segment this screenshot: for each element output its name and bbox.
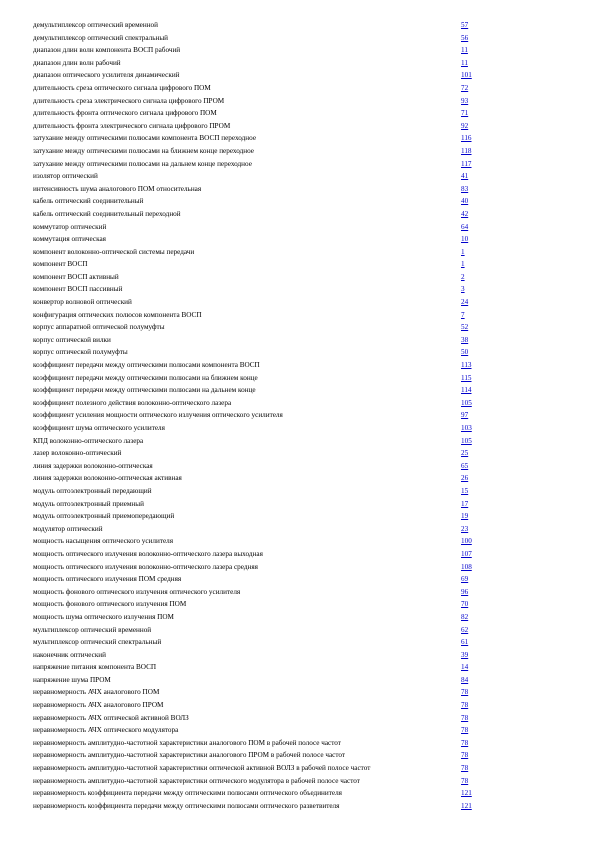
page-link[interactable]: 38	[461, 335, 469, 344]
page-link[interactable]: 11	[461, 58, 468, 67]
index-term: неравномерность коэффициента передачи между оптическими полюсами оптического разветвителя	[33, 801, 340, 810]
index-term: мощность фонового оптического излучения ПОМ	[33, 600, 187, 609]
index-entry	[33, 346, 533, 359]
index-term: коммутация оптическая	[33, 235, 106, 244]
index-entry	[33, 523, 533, 536]
index-term: наконечник оптический	[33, 650, 106, 659]
index-entry	[33, 472, 533, 485]
page-link[interactable]: 113	[461, 361, 472, 370]
index-entry	[33, 233, 533, 246]
index-term: линия задержки волоконно-оптическая	[33, 461, 153, 470]
index-term: компонент ВОСП активный	[33, 272, 119, 281]
index-term: неравномерность АЧХ аналогового ПРОМ	[33, 701, 164, 710]
index-entry	[33, 636, 533, 649]
index-term: кабель оптический соединительный	[33, 197, 144, 206]
page-link[interactable]: 1	[461, 260, 465, 269]
index-term: демультиплексор оптический временной	[33, 21, 158, 29]
index-entry	[33, 674, 533, 687]
index-term: конфигурация оптических полюсов компонента ВОСП	[33, 310, 202, 319]
index-term: неравномерность АЧХ оптического модулятора	[33, 726, 179, 735]
index-term: длительность среза электрического сигнала цифрового ПРОМ	[33, 96, 225, 105]
index-term: мощность оптического излучения ПОМ средняя	[33, 575, 182, 584]
index-term: модуль оптоэлектронный приемопередающий	[33, 512, 175, 521]
index-entry	[33, 787, 533, 800]
index-entry	[33, 132, 533, 145]
page-link[interactable]: 52	[461, 323, 469, 332]
index-entry	[33, 334, 533, 347]
index-entry	[33, 321, 533, 334]
page-link[interactable]: 97	[461, 411, 469, 420]
index-term: неравномерность АЧХ оптической активной ВОЛЗ	[33, 713, 189, 722]
index-entry	[33, 661, 533, 674]
index-entry	[33, 409, 533, 422]
index-entry	[33, 712, 533, 725]
page-link[interactable]: 40	[461, 197, 469, 206]
index-entry	[33, 498, 533, 511]
index-term: мощность оптического излучения волоконно-оптического лазера выходная	[33, 549, 263, 558]
index-entry	[33, 548, 533, 561]
index-entry	[33, 586, 533, 599]
index-term: коэффициент передачи между оптическими полюсами на ближнем конце	[33, 373, 258, 382]
index-entry	[33, 447, 533, 460]
index-term: напряжение шума ПРОМ	[33, 675, 111, 684]
page-link[interactable]: 114	[461, 386, 472, 395]
index-entry	[33, 158, 533, 171]
index-term: компонент ВОСП	[33, 260, 88, 269]
page-link[interactable]: 7	[461, 310, 465, 319]
page-link[interactable]: 70	[461, 600, 469, 609]
page-link[interactable]: 100	[461, 537, 472, 546]
index-entry	[33, 183, 533, 196]
index-term: корпус оптической полумуфты	[33, 348, 128, 357]
index-term: модуль оптоэлектронный приемный	[33, 499, 144, 508]
index-entry	[33, 598, 533, 611]
index-entry	[33, 57, 533, 70]
index-entry	[33, 384, 533, 397]
page-link[interactable]: 108	[461, 562, 472, 571]
page-link[interactable]: 71	[461, 109, 469, 118]
page-link[interactable]: 83	[461, 184, 469, 193]
index-term: длительность среза оптического сигнала цифрового ПОМ	[33, 83, 211, 92]
index-entry	[33, 95, 533, 108]
page-link[interactable]: 15	[461, 486, 469, 495]
index-term: мощность фонового оптического излучения оптического усилителя	[33, 587, 241, 596]
index-term: лазер волоконно-оптический	[33, 449, 122, 458]
index-term: неравномерность АЧХ аналогового ПОМ	[33, 688, 160, 697]
index-entry	[33, 120, 533, 133]
index-entry	[33, 19, 533, 32]
index-entry	[33, 510, 533, 523]
index-entry	[33, 737, 533, 750]
index-term: компонент ВОСП пассивный	[33, 285, 123, 294]
page-link[interactable]: 17	[461, 499, 469, 508]
page-link[interactable]: 84	[461, 675, 469, 684]
page-link[interactable]: 2	[461, 272, 465, 281]
index-entry	[33, 460, 533, 473]
index-term: корпус оптической вилки	[33, 335, 111, 344]
index-term: мультиплексор оптический спектральный	[33, 638, 162, 647]
page-link[interactable]: 65	[461, 461, 469, 470]
page-link[interactable]: 39	[461, 650, 469, 659]
index-term: диапазон длин волн компонента ВОСП рабочий	[33, 46, 181, 55]
index-entry	[33, 573, 533, 586]
page-link[interactable]: 1	[461, 247, 465, 256]
page-link[interactable]: 78	[461, 776, 469, 785]
index-term: модуль оптоэлектронный передающий	[33, 486, 152, 495]
index-term: КПД волоконно-оптического лазера	[33, 436, 144, 445]
index-entry	[33, 82, 533, 95]
index-term: коэффициент полезного действия волоконно-оптического лазера	[33, 398, 232, 407]
index-term: компонент волоконно-оптической системы передачи	[33, 247, 195, 256]
index-entry	[33, 359, 533, 372]
index-term: неравномерность амплитудно-частотной характеристики аналогового ПРОМ в рабочей полосе частот	[33, 751, 346, 760]
index-entry	[33, 699, 533, 712]
index-term: мультиплексор оптический временной	[33, 625, 152, 634]
page-link[interactable]: 105	[461, 398, 472, 407]
index-term: затухание между оптическими полюсами на дальнем конце переходное	[33, 159, 252, 168]
index-term: линия задержки волоконно-оптическая активная	[33, 474, 182, 483]
page-link[interactable]: 64	[461, 222, 469, 231]
page-link[interactable]: 121	[461, 801, 472, 810]
index-term: коэффициент передачи между оптическими полюсами на дальнем конце	[33, 386, 256, 395]
index-entry	[33, 762, 533, 775]
index-term: коммутатор оптический	[33, 222, 107, 231]
page-link[interactable]: 42	[461, 209, 469, 218]
page-link[interactable]: 103	[461, 424, 472, 432]
page-link[interactable]: 115	[461, 373, 472, 382]
index-entry	[33, 246, 533, 259]
page-link[interactable]: 121	[461, 789, 472, 798]
index-term: затухание между оптическими полюсами на ближнем конце переходное	[33, 146, 254, 155]
index-entry	[33, 271, 533, 284]
page-link[interactable]: 78	[461, 726, 469, 735]
index-entry	[33, 775, 533, 788]
page-link[interactable]: 96	[461, 587, 469, 596]
index-entry	[33, 309, 533, 322]
index-entry	[33, 435, 533, 448]
page-link[interactable]: 82	[461, 612, 469, 621]
index-entry	[33, 44, 533, 57]
index-entry	[33, 800, 533, 813]
page-link[interactable]: 25	[461, 449, 469, 458]
index-term: мощность оптического излучения волоконно-оптического лазера средняя	[33, 562, 258, 571]
index-term: диапазон длин волн рабочий	[33, 58, 121, 67]
index-term: демультиплексор оптический спектральный	[33, 33, 169, 42]
index-entry	[33, 283, 533, 296]
index-entry	[33, 561, 533, 574]
page-link[interactable]: 105	[461, 436, 472, 445]
index-entry	[33, 397, 533, 410]
index-term: корпус аппаратной оптической полумуфты	[33, 323, 165, 332]
page-link[interactable]: 107	[461, 549, 472, 558]
page-link[interactable]: 14	[461, 663, 469, 672]
page-link[interactable]: 24	[461, 298, 469, 307]
index-entry	[33, 485, 533, 498]
index-entry	[33, 372, 533, 385]
index-entry	[33, 749, 533, 762]
index-term: неравномерность амплитудно-частотной характеристики оптической активной ВОЛЗ в рабочей полосе частот	[33, 764, 371, 773]
index-term: мощность насыщения оптического усилителя	[33, 537, 174, 546]
index-entry	[33, 69, 533, 82]
page-link[interactable]: 72	[461, 83, 469, 92]
page-link[interactable]: 118	[461, 146, 472, 155]
page-link[interactable]: 62	[461, 625, 469, 634]
page-link[interactable]: 10	[461, 235, 469, 244]
index-entry	[33, 724, 533, 737]
index-term: модулятор оптический	[33, 524, 103, 533]
page-link[interactable]: 78	[461, 738, 469, 747]
index-term: интенсивность шума аналогового ПОМ относительная	[33, 184, 202, 193]
index-entry	[33, 107, 533, 120]
index-entry	[33, 624, 533, 637]
index-term: неравномерность амплитудно-частотной характеристики аналогового ПОМ в рабочей полосе частот	[33, 738, 341, 747]
page-link[interactable]: 69	[461, 575, 469, 584]
index-entry	[33, 145, 533, 158]
page-link[interactable]: 78	[461, 751, 469, 760]
index-term: изолятор оптический	[33, 172, 98, 181]
index-entry	[33, 649, 533, 662]
index-entry	[33, 32, 533, 45]
index-term: затухание между оптическими полюсами компонента ВОСП переходное	[33, 134, 257, 143]
index-term: напряжение питания компонента ВОСП	[33, 663, 157, 672]
index-entry	[33, 611, 533, 624]
page-link[interactable]: 57	[461, 21, 469, 29]
index-entry	[33, 208, 533, 221]
page-link[interactable]: 56	[461, 33, 469, 42]
index-term: неравномерность коэффициента передачи между оптическими полюсами оптического объединителя	[33, 789, 342, 798]
index-term: длительность фронта оптического сигнала цифрового ПОМ	[33, 109, 217, 118]
index-entry	[33, 686, 533, 699]
index-entry	[33, 258, 533, 271]
page-link[interactable]: 78	[461, 764, 469, 773]
index-entry	[33, 422, 533, 435]
index-entry	[33, 296, 533, 309]
page-link[interactable]: 50	[461, 348, 469, 357]
page-link[interactable]: 117	[461, 159, 472, 168]
index-entry	[33, 221, 533, 234]
page-link[interactable]: 78	[461, 688, 469, 697]
index-term: диапазон оптического усилителя динамический	[33, 71, 180, 80]
index-term: мощность шума оптического излучения ПОМ	[33, 612, 174, 621]
page-link[interactable]: 116	[461, 134, 472, 143]
page-link[interactable]: 23	[461, 524, 469, 533]
index-term: конвертор волновой оптический	[33, 298, 132, 307]
index-entry	[33, 195, 533, 208]
page-link[interactable]: 11	[461, 46, 468, 55]
page-link[interactable]: 19	[461, 512, 469, 521]
index-term: коэффициент шума оптического усилителя	[33, 424, 165, 432]
page-link[interactable]: 78	[461, 713, 469, 722]
index-list	[33, 19, 533, 812]
page-link[interactable]: 3	[461, 285, 465, 294]
page-link[interactable]: 101	[461, 71, 472, 80]
page-link[interactable]: 61	[461, 638, 469, 647]
index-term: коэффициент передачи между оптическими полюсами компонента ВОСП	[33, 361, 260, 370]
index-entry	[33, 170, 533, 183]
page-link[interactable]: 93	[461, 96, 469, 105]
page-link[interactable]: 78	[461, 701, 469, 710]
page-link[interactable]: 41	[461, 172, 469, 181]
page-link[interactable]: 26	[461, 474, 469, 483]
index-term: неравномерность амплитудно-частотной характеристики оптического модулятора в рабочей полосе частот	[33, 776, 360, 785]
index-term: кабель оптический соединительный переходной	[33, 209, 181, 218]
index-term: длительность фронта электрического сигнала цифрового ПРОМ	[33, 121, 231, 130]
index-term: коэффициент усиления мощности оптического излучения оптического усилителя	[33, 411, 283, 420]
index-entry	[33, 535, 533, 548]
page-link[interactable]: 92	[461, 121, 469, 130]
